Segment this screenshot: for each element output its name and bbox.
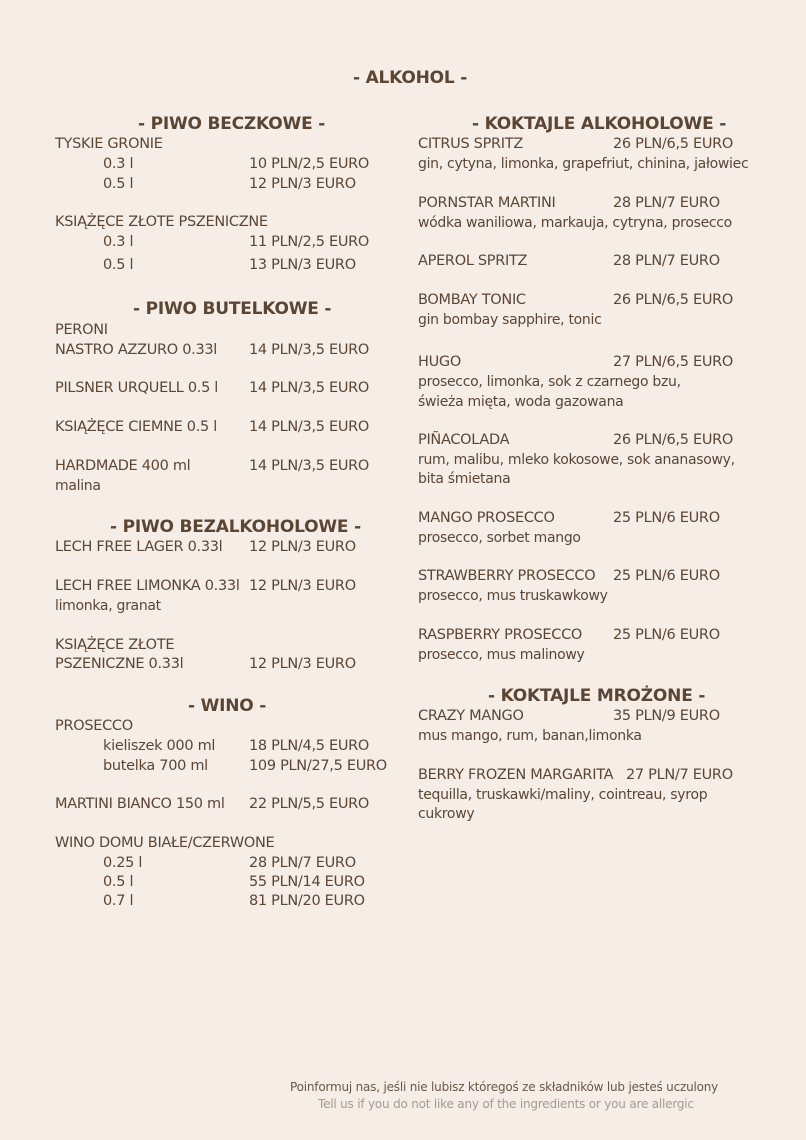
item-description: gin bombay sapphire, tonic [418, 312, 602, 328]
item-description: świeża mięta, woda gazowana [418, 394, 624, 410]
item-description: mus mango, rum, banan,limonka [418, 728, 642, 744]
item-price: 14 PLN/3,5 EURO [249, 458, 370, 474]
item-name: WINO DOMU BIAŁE/CZERWONE [55, 835, 275, 851]
item-name: PROSECCO [55, 718, 133, 734]
item-price: 81 PLN/20 EURO [249, 893, 365, 909]
item-price: 25 PLN/6 EURO [613, 627, 720, 643]
item-volume: butelka 700 ml [103, 758, 208, 774]
item-volume: 0.5 l [103, 176, 134, 192]
section-title-piwo-butelkowe: - PIWO BUTELKOWE - [133, 299, 332, 319]
item-price: 27 PLN/7 EURO [626, 767, 733, 783]
item-name: LECH FREE LIMONKA 0.33l [55, 578, 240, 594]
item-name: RASPBERRY PROSECCO [418, 627, 583, 643]
item-price: 12 PLN/3 EURO [249, 176, 356, 192]
item-description: rum, malibu, mleko kokosowe, sok ananasowy, [418, 452, 735, 468]
item-price: 26 PLN/6,5 EURO [613, 292, 734, 308]
item-name: BERRY FROZEN MARGARITA [418, 767, 614, 783]
item-price: 11 PLN/2,5 EURO [249, 234, 370, 250]
item-price: 12 PLN/3 EURO [249, 539, 356, 555]
item-price: 14 PLN/3,5 EURO [249, 419, 370, 435]
item-volume: 0.5 l [103, 257, 134, 273]
section-title-wino: - WINO - [188, 696, 267, 716]
item-volume: 0.7 l [103, 893, 134, 909]
section-title-koktajle-mrozone: - KOKTAJLE MROŻONE - [488, 686, 706, 706]
item-name: NASTRO AZZURO 0.33l [55, 342, 218, 358]
item-name: PSZENICZNE 0.33l [55, 656, 184, 672]
page-title: - ALKOHOL - [353, 68, 468, 88]
item-name: MANGO PROSECCO [418, 510, 555, 526]
item-description: prosecco, limonka, sok z czarnego bzu, [418, 374, 681, 390]
item-name: HARDMADE 400 ml [55, 458, 191, 474]
item-price: 10 PLN/2,5 EURO [249, 156, 370, 172]
item-price: 14 PLN/3,5 EURO [249, 342, 370, 358]
item-price: 28 PLN/7 EURO [613, 253, 720, 269]
item-price: 18 PLN/4,5 EURO [249, 738, 370, 754]
item-name: LECH FREE LAGER 0.33l [55, 539, 223, 555]
item-description: cukrowy [418, 806, 475, 822]
item-name: CITRUS SPRITZ [418, 136, 523, 152]
item-price: 14 PLN/3,5 EURO [249, 380, 370, 396]
item-price: 28 PLN/7 EURO [249, 855, 356, 871]
item-description: limonka, granat [55, 598, 161, 614]
item-name: TYSKIE GRONIE [55, 136, 163, 152]
item-description: prosecco, sorbet mango [418, 530, 581, 546]
item-name: KSIĄŻĘCE CIEMNE 0.5 l [55, 419, 217, 435]
item-name: PIÑACOLADA [418, 432, 510, 448]
item-description: bita śmietana [418, 471, 511, 487]
item-price: 35 PLN/9 EURO [613, 708, 720, 724]
item-description: malina [55, 478, 101, 494]
item-name: BOMBAY TONIC [418, 292, 526, 308]
item-description: tequilla, truskawki/maliny, cointreau, syrop [418, 787, 708, 803]
item-price: 26 PLN/6,5 EURO [613, 136, 734, 152]
item-volume: 0.25 l [103, 855, 143, 871]
item-name: HUGO [418, 354, 461, 370]
item-price: 12 PLN/3 EURO [249, 578, 356, 594]
item-name: APEROL SPRITZ [418, 253, 528, 269]
item-name: STRAWBERRY PROSECCO [418, 568, 596, 584]
item-volume: 0.3 l [103, 234, 134, 250]
item-name: KSIĄŻĘCE ZŁOTE PSZENICZNE [55, 214, 268, 230]
footer-allergy-note-en: Tell us if you do not like any of the ingredients or you are allergic [318, 1097, 694, 1111]
item-price: 109 PLN/27,5 EURO [249, 758, 387, 774]
item-name: PORNSTAR MARTINI [418, 195, 556, 211]
item-price: 22 PLN/5,5 EURO [249, 796, 370, 812]
item-volume: 0.5 l [103, 874, 134, 890]
item-price: 25 PLN/6 EURO [613, 510, 720, 526]
item-volume: kieliszek 000 ml [103, 738, 216, 754]
item-description: gin, cytyna, limonka, grapefriut, chinina, jałowiec [418, 156, 749, 172]
section-title-koktajle-alkoholowe: - KOKTAJLE ALKOHOLOWE - [472, 114, 727, 134]
item-volume: 0.3 l [103, 156, 134, 172]
section-title-piwo-bezalkoholowe: - PIWO BEZALKOHOLOWE - [110, 517, 361, 537]
item-price: 28 PLN/7 EURO [613, 195, 720, 211]
item-name: PILSNER URQUELL 0.5 l [55, 380, 219, 396]
item-description: prosecco, mus malinowy [418, 647, 585, 663]
item-price: 25 PLN/6 EURO [613, 568, 720, 584]
item-price: 27 PLN/6,5 EURO [613, 354, 734, 370]
item-price: 26 PLN/6,5 EURO [613, 432, 734, 448]
item-name: PERONI [55, 322, 108, 338]
item-description: wódka waniliowa, markauja, cytryna, prosecco [418, 215, 732, 231]
section-title-piwo-beczkowe: - PIWO BECZKOWE - [138, 114, 326, 134]
item-price: 55 PLN/14 EURO [249, 874, 365, 890]
footer-allergy-note-pl: Poinformuj nas, jeśli nie lubisz któregoś ze składników lub jesteś uczulony [290, 1080, 719, 1094]
item-name: KSIĄŻĘCE ZŁOTE [55, 637, 175, 653]
item-price: 13 PLN/3 EURO [249, 257, 356, 273]
item-price: 12 PLN/3 EURO [249, 656, 356, 672]
item-name: CRAZY MANGO [418, 708, 524, 724]
item-description: prosecco, mus truskawkowy [418, 588, 608, 604]
item-name: MARTINI BIANCO 150 ml [55, 796, 225, 812]
